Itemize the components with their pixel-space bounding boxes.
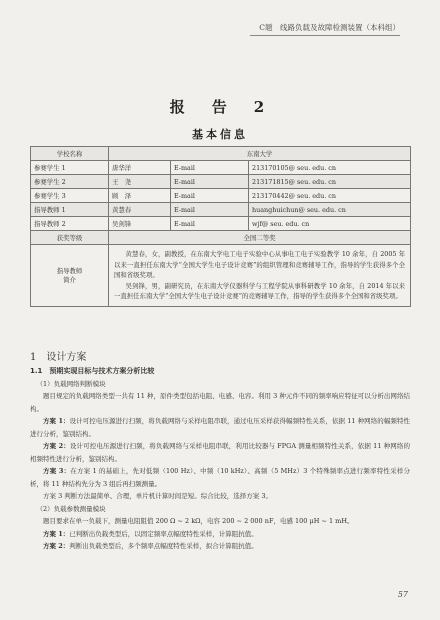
plan-text: 已判断出负载类型后，以固定频率点幅度特性采样，计算阻抗值。 xyxy=(69,529,258,538)
paragraph: 题目要求在单一负载下，测量电阻阻值 200 Ω ~ 2 kΩ，电容 200 ~ 2 000 nF，电感 100 μH ~ 1 mH。 xyxy=(43,517,354,525)
school-label: 学校名称 xyxy=(31,147,109,161)
plan-paragraph xyxy=(30,465,410,490)
report-title: 报 告 2 xyxy=(169,98,271,116)
section-heading-text: 设计方案 xyxy=(46,352,87,363)
plan-label: 方案 1： xyxy=(43,529,70,538)
plan-paragraph xyxy=(30,528,410,541)
name-cell: 黄慧春 xyxy=(109,203,171,217)
page-number: 57 xyxy=(397,590,408,599)
plan-label: 方案 2： xyxy=(43,542,70,550)
email-label-cell: E-mail xyxy=(171,217,249,231)
subsection-heading: 1.1 预期实现目标与技术方案分析比较 xyxy=(30,367,155,375)
email-cell: 213170442@ seu. edu. cn xyxy=(249,189,411,203)
intro-text xyxy=(109,245,411,307)
table-row xyxy=(31,217,411,231)
section-title: 基本信息 xyxy=(192,128,248,141)
email-label-cell: E-mail xyxy=(171,189,249,203)
name-cell: 王 尧 xyxy=(109,175,171,189)
paragraph: 方案 3 判断方法最简单、合理，单片机计算时间是短。综合比较，选择方案 3。 xyxy=(43,492,272,500)
table-row xyxy=(31,189,411,203)
email-label-cell: E-mail xyxy=(171,161,249,175)
table-row xyxy=(31,161,411,175)
role-cell: 参赛学生 1 xyxy=(31,161,109,175)
table-row xyxy=(31,231,411,245)
info-table xyxy=(30,146,411,307)
plan-paragraph xyxy=(30,540,410,553)
table-row xyxy=(31,147,411,161)
email-cell: wjf@ seu. edu. cn xyxy=(249,217,411,231)
plan-label: 方案 1： xyxy=(43,417,70,425)
item-heading: （2）负载参数测量模块 xyxy=(36,504,106,513)
plan-label: 方案 2： xyxy=(43,442,70,450)
name-cell: 顾 泽 xyxy=(109,189,171,203)
award-value: 全国二等奖 xyxy=(109,231,411,245)
table-row xyxy=(31,203,411,217)
name-cell: 唐华洋 xyxy=(109,161,171,175)
email-cell: 213170105@ seu. edu. cn xyxy=(249,161,411,175)
email-label-cell: E-mail xyxy=(171,203,249,217)
item-heading: （1）负载网络判断模块 xyxy=(36,379,106,388)
school-value: 东南大学 xyxy=(109,147,411,161)
table-row xyxy=(31,175,411,189)
plan-text: 设计可控电压源进行扫频，将负载网络与采样电阻串联，利用比较器与 FPGA 测量相频特性关系，依据 11 种网络的相频特性进行分析，鉴别结构。 xyxy=(30,442,410,463)
plan-text: 设计可控电压源进行扫频，将负载网络与采样电阻串联，通过电压采样获得幅频特性关系，依据 11 种网络的幅频特性进行分析，鉴别结构。 xyxy=(30,417,410,438)
section-number: 1 xyxy=(30,352,37,363)
award-label: 获奖等级 xyxy=(31,231,109,245)
email-cell: huanghuichun@ seu. edu. cn xyxy=(249,203,411,217)
section-heading xyxy=(30,348,86,363)
plan-paragraph xyxy=(30,440,410,465)
email-label-cell: E-mail xyxy=(171,175,249,189)
plan-text: 在方案 1 的基础上，先对低频（100 Hz）、中频（10 kHz）、高频（5 MHz）3 个特殊频率点进行频率特性采样分析，将 11 种结构先分为 3 组后再扫频测量。 xyxy=(30,467,410,488)
intro-paragraph-1: 黄慧春，女，副教授，在东南大学电工电子实验中心从事电工电子实验教学 10 余年，自 2005 年以来一直担任东南大学“全国大学生电子设计竞赛”的组织管理和竞赛辅导工作，指导的学生获得多个全国和省级奖项。 xyxy=(114,250,406,279)
table-row xyxy=(31,245,411,307)
role-cell: 指导教师 2 xyxy=(31,217,109,231)
paragraph: 题目规定的负载网络类型一共有 11 种，原件类型包括电阻、电感、电容。利用 3 种元件不同的频率响应特征可以分析出网络结构。 xyxy=(30,392,410,413)
plan-label: 方案 3： xyxy=(43,467,71,475)
email-cell: 213171815@ seu. edu. cn xyxy=(249,175,411,189)
intro-label-line-1: 指导教师 xyxy=(56,267,83,276)
plan-text: 判断出负载类型后，多个频率点幅度特性采样，拟合计算阻抗值。 xyxy=(69,542,258,550)
name-cell: 吴剑锋 xyxy=(109,217,171,231)
role-cell: 参赛学生 2 xyxy=(31,175,109,189)
plan-paragraph xyxy=(30,415,410,440)
running-head: C题 线路负载及故障检测装置（本科组） xyxy=(250,22,400,36)
intro-label-line-2: 简介 xyxy=(63,276,76,285)
role-cell: 指导教师 1 xyxy=(31,203,109,217)
role-cell: 参赛学生 3 xyxy=(31,189,109,203)
intro-label xyxy=(31,245,109,307)
intro-paragraph-2: 吴剑锋，男，副研究员，在东南大学仪器科学与工程学院从事科研教学 10 余年，自 2014 年以来一直担任东南大学“全国大学生电子设计竞赛”的竞赛辅导工作，指导的学生获得多个全国和省级奖项。 xyxy=(114,281,406,300)
section-body xyxy=(30,365,410,553)
